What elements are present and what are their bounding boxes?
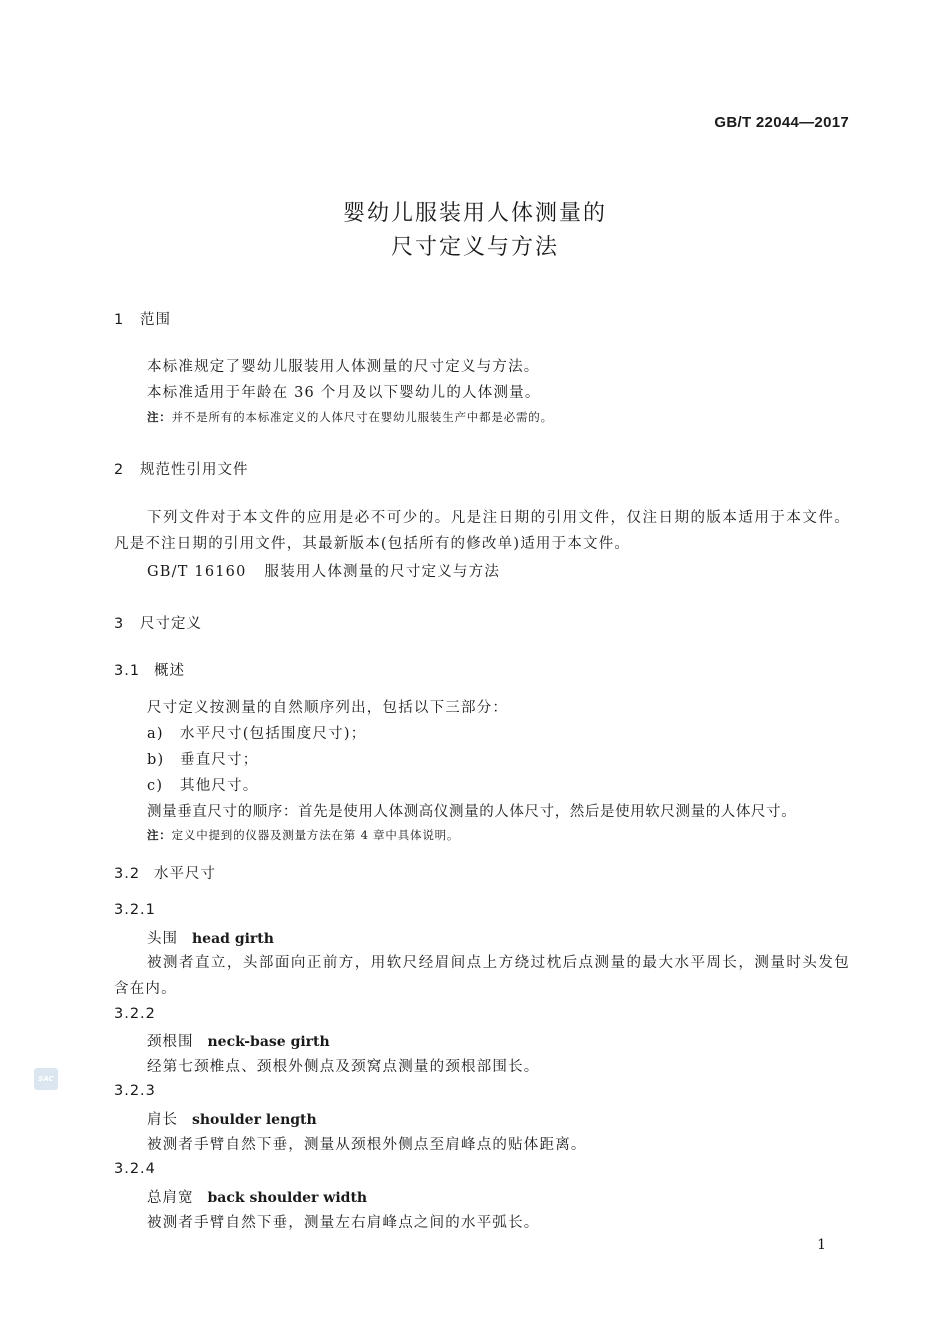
list-item-text: 垂直尺寸； [180, 752, 259, 768]
section-3-heading [114, 612, 202, 633]
term-english: head girth [192, 931, 274, 947]
note-label: 注： [147, 410, 172, 424]
subsection-title: 水平尺寸 [154, 866, 216, 882]
term-definition: 被测者手臂自然下垂，测量左右肩峰点之间的水平弧长。 [147, 1215, 540, 1231]
term-heading [147, 1108, 317, 1129]
section-1-paragraph-1: 本标准规定了婴幼儿服装用人体测量的尺寸定义与方法。 [147, 359, 540, 375]
page-number: 1 [817, 1237, 826, 1253]
term-definition: 经第七颈椎点、颈根外侧点及颈窝点测量的颈根部围长。 [147, 1059, 540, 1075]
list-marker: b) [147, 752, 165, 768]
sac-watermark-logo: SAC [34, 1068, 58, 1090]
term-english: back shoulder width [207, 1190, 368, 1206]
term-number: 3.2.4 [114, 1161, 156, 1177]
list-item-text: 水平尺寸(包括围度尺寸)； [180, 726, 367, 742]
list-marker: a) [147, 726, 164, 742]
list-marker: c) [147, 778, 164, 794]
term-definition: 被测者手臂自然下垂，测量从颈根外侧点至肩峰点的贴体距离。 [147, 1137, 587, 1153]
term-definition: 被测者直立，头部面向正前方，用软尺经眉间点上方绕过枕后点测量的最大水平周长，测量时头发包含在内。 [114, 955, 850, 997]
list-item-text: 其他尺寸。 [180, 778, 259, 794]
note-label: 注： [147, 828, 172, 842]
section-number: 3 [114, 616, 125, 632]
standard-number: GB/T 22044—2017 [714, 114, 849, 131]
subsection-3-1-paragraph-1: 尺寸定义按测量的自然顺序列出，包括以下三部分： [147, 700, 509, 716]
section-1-paragraph-2: 本标准适用于年龄在 36 个月及以下婴幼儿的人体测量。 [147, 385, 541, 401]
section-number: 2 [114, 462, 125, 478]
term-english: neck-base girth [207, 1034, 330, 1050]
subsection-3-1-heading [114, 659, 185, 680]
section-2-heading [114, 458, 249, 479]
list-item [147, 774, 259, 795]
term-chinese: 肩长 [147, 1112, 178, 1128]
term-number: 3.2.2 [114, 1006, 156, 1022]
document-title-line-2: 尺寸定义与方法 [390, 235, 559, 260]
document-title-line-1: 婴幼儿服装用人体测量的 [342, 201, 607, 226]
subsection-number: 3.1 [114, 663, 141, 679]
section-2-paragraph: 下列文件对于本文件的应用是必不可少的。凡是注日期的引用文件，仅注日期的版本适用于本文件。凡是不注日期的引用文件，其最新版本(包括所有的修改单)适用于本文件。 [114, 510, 850, 552]
section-title: 规范性引用文件 [140, 462, 249, 478]
list-item [147, 748, 259, 769]
subsection-3-1-paragraph-2: 测量垂直尺寸的顺序：首先是使用人体测高仪测量的人体尺寸，然后是使用软尺测量的人体尺寸。 [147, 804, 797, 820]
term-heading [147, 1030, 330, 1051]
section-1-heading [114, 308, 171, 329]
term-chinese: 头围 [147, 931, 178, 947]
section-number: 1 [114, 312, 125, 328]
term-number: 3.2.1 [114, 902, 156, 918]
term-number: 3.2.3 [114, 1083, 156, 1099]
subsection-3-2-heading [114, 862, 216, 883]
term-heading [147, 1186, 367, 1207]
term-chinese: 颈根围 [147, 1034, 194, 1050]
reference-code: GB/T 16160 [147, 564, 247, 580]
normative-reference [147, 560, 500, 581]
reference-title: 服装用人体测量的尺寸定义与方法 [264, 564, 501, 580]
term-heading [147, 927, 274, 948]
section-title: 范围 [140, 312, 171, 328]
subsection-3-1-note [147, 827, 459, 843]
note-text: 定义中提到的仪器及测量方法在第 4 章中具体说明。 [171, 828, 460, 842]
subsection-number: 3.2 [114, 866, 141, 882]
term-chinese: 总肩宽 [147, 1190, 194, 1206]
section-title: 尺寸定义 [140, 616, 202, 632]
subsection-title: 概述 [154, 663, 185, 679]
section-1-note [147, 409, 553, 425]
term-english: shoulder length [192, 1112, 317, 1128]
list-item [147, 722, 366, 743]
note-text: 并不是所有的本标准定义的人体尺寸在婴幼儿服装生产中都是必需的。 [171, 410, 553, 424]
